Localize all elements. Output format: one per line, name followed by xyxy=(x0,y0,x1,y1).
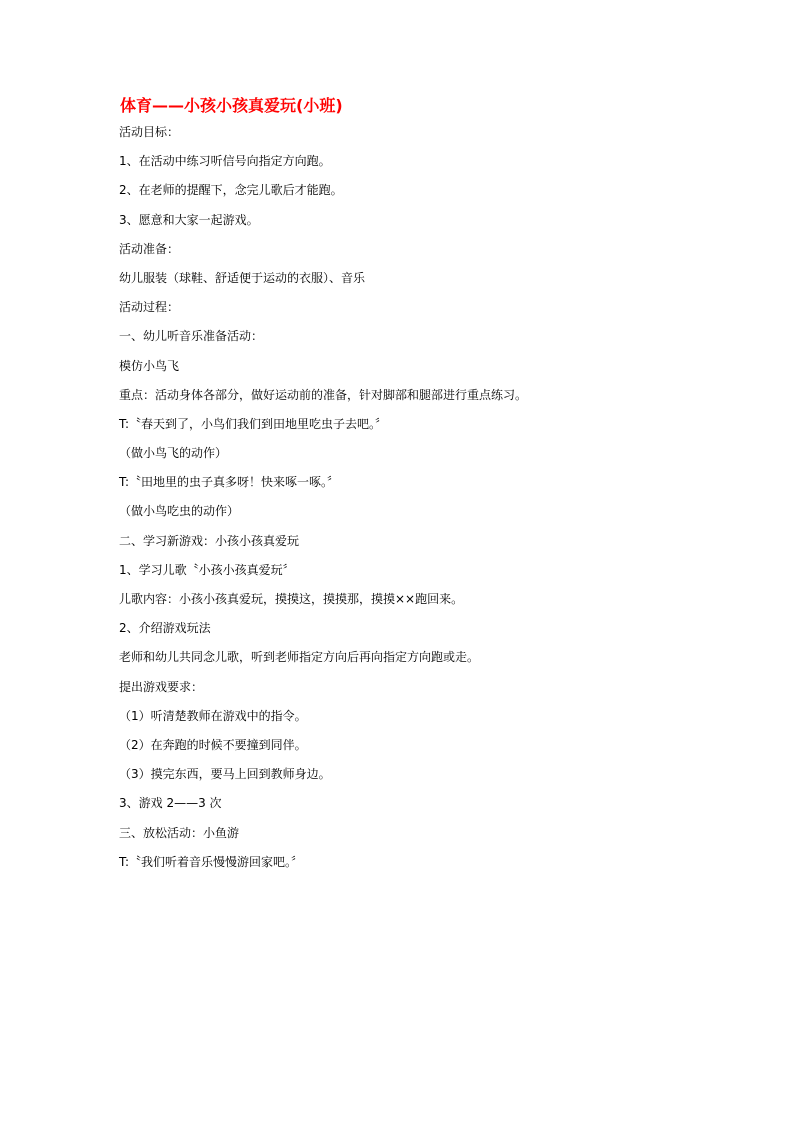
document-line: 儿歌内容：小孩小孩真爱玩，摸摸这，摸摸那，摸摸××跑回来。 xyxy=(119,592,464,606)
document-line: 活动目标： xyxy=(119,125,180,139)
document-line: （做小鸟吃虫的动作） xyxy=(119,504,240,519)
document-line: 提出游戏要求： xyxy=(119,679,204,694)
document-title: 体育——小孩小孩真爱玩(小班) xyxy=(120,96,343,115)
document-line: 老师和幼儿共同念儿歌，听到老师指定方向后再向指定方向跑或走。 xyxy=(119,650,480,665)
document-line: （3）摸完东西，要马上回到教师身边。 xyxy=(119,767,331,782)
document-line: 1、在活动中练习听信号向指定方向跑。 xyxy=(119,154,331,169)
document-body xyxy=(119,122,759,881)
document-line: 3、游戏 2——3 次 xyxy=(119,796,222,811)
document-line: （2）在奔跑的时候不要撞到同伴。 xyxy=(119,737,307,752)
document-line: 三、放松活动：小鱼游 xyxy=(119,825,240,840)
document-line: 2、在老师的提醒下，念完儿歌后才能跑。 xyxy=(119,183,343,198)
document-line: T:〝田地里的虫子真多呀！快来啄一啄。〞 xyxy=(119,475,340,490)
document-line: 模仿小鸟飞 xyxy=(119,358,180,373)
document-line: 二、学习新游戏：小孩小孩真爱玩 xyxy=(119,533,300,548)
document-line: 活动准备： xyxy=(119,241,180,256)
document-line: 1、学习儿歌〝小孩小孩真爱玩〞 xyxy=(119,562,295,577)
document-line: 幼儿服装（球鞋、舒适便于运动的衣服）、音乐 xyxy=(119,270,366,285)
document-line: 3、愿意和大家一起游戏。 xyxy=(119,212,259,227)
document-line: T:〝我们听着音乐慢慢游回家吧。〞 xyxy=(119,854,304,869)
document-line: T:〝春天到了，小鸟们我们到田地里吃虫子去吧。〞 xyxy=(119,416,388,431)
document-line: 一、幼儿听音乐准备活动： xyxy=(119,329,264,344)
document-line: 重点：活动身体各部分，做好运动前的准备，针对脚部和腿部进行重点练习。 xyxy=(119,387,528,402)
document-line: 2、介绍游戏玩法 xyxy=(119,621,211,636)
document-line: （1）听清楚教师在游戏中的指令。 xyxy=(119,708,307,723)
document-line: 活动过程： xyxy=(119,300,180,315)
document-line: （做小鸟飞的动作） xyxy=(119,446,228,461)
